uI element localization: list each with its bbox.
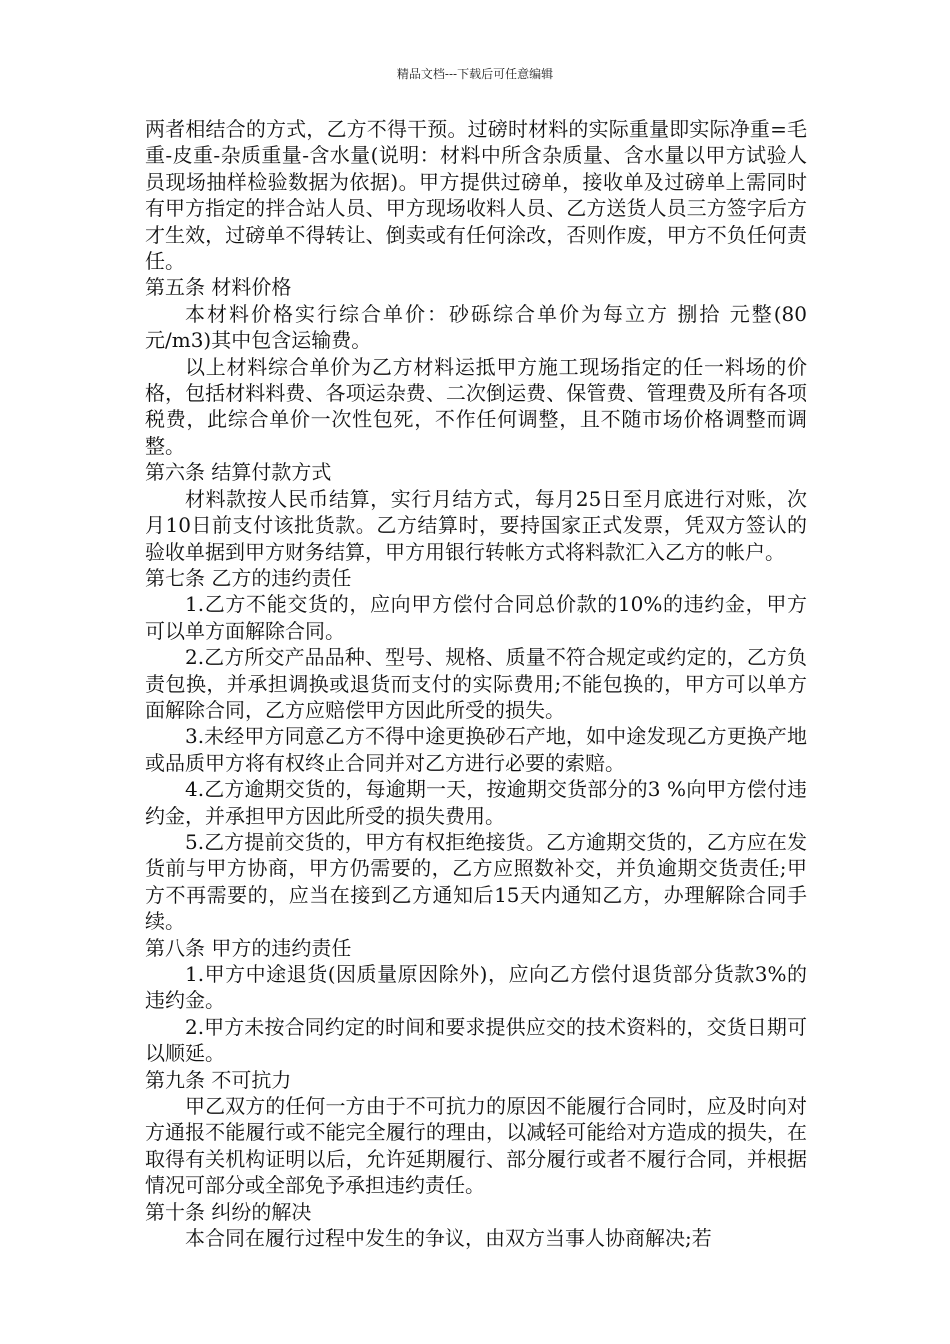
article-5-heading: 第五条 材料价格 xyxy=(145,275,292,300)
clause-item: 3.未经甲方同意乙方不得中途更换砂石产地，如中途发现乙方更换产地或品质甲方将有权终止合同并对乙方进行必要的索赔。 xyxy=(145,724,807,775)
clause-item: 5.乙方提前交货的，甲方有权拒绝接货。乙方逾期交货的，乙方应在发货前与甲方协商，甲方仍需要的，乙方应照数补交，并负逾期交货责任;甲方不再需要的，应当在接到乙方通知后15天内通知乙方，办理解除合同手续。 xyxy=(145,829,807,934)
clause-item: 2.甲方未按合同约定的时间和要求提供应交的技术资料的，交货日期可以顺延。 xyxy=(145,1014,807,1066)
paragraph: 甲乙双方的任何一方由于不可抗力的原因不能履行合同时，应及时向对方通报不能履行或不能完全履行的理由，以减轻可能给对方造成的损失，在取得有关机构证明以后，允许延期履行、部分履行或者不履行合同，并根据情况可部分或全部免予承担违约责任。 xyxy=(145,1094,807,1198)
paragraph: 以上材料综合单价为乙方材料运抵甲方施工现场指定的任一料场的价格，包括材料料费、各项运杂费、二次倒运费、保管费、管理费及所有各项税费，此综合单价一次性包死，不作任何调整，且不随市场价格调整而调整。 xyxy=(145,354,807,458)
paragraph: 材料款按人民币结算，实行月结方式，每月25日至月底进行对账，次月10日前支付该批货款。乙方结算时，要持国家正式发票，凭双方签认的验收单据到甲方财务结算，甲方用银行转帐方式将料款汇入乙方的帐户。 xyxy=(145,486,807,564)
page-header: 精品文档---下载后可任意编辑 xyxy=(396,67,554,81)
paragraph-continuation: 两者相结合的方式，乙方不得干预。过磅时材料的实际重量即实际净重=毛重-皮重-杂质重量-含水量(说明：材料中所含杂质量、含水量以甲方试验人员现场抽样检验数据为依据)。甲方提供过磅单，接收单及过磅单上需同时有甲方指定的拌合站人员、甲方现场收料人员、乙方送货人员三方签字后方才生效，过磅单不得转让、倒卖或有任何涂改，否则作废，甲方不负任何责任。 xyxy=(145,117,807,274)
document-body xyxy=(145,116,807,1251)
paragraph: 本合同在履行过程中发生的争议，由双方当事人协商解决;若 xyxy=(185,1226,712,1251)
article-6-heading: 第六条 结算付款方式 xyxy=(145,460,332,485)
clause-item: 1.甲方中途退货(因质量原因除外)，应向乙方偿付退货部分货款3%的违约金。 xyxy=(145,962,807,1013)
clause-item: 4.乙方逾期交货的，每逾期一天，按逾期交货部分的3 %向甲方偿付违约金，并承担甲方因此所受的损失费用。 xyxy=(145,777,807,828)
article-8-heading: 第八条 甲方的违约责任 xyxy=(145,935,352,960)
article-9-heading: 第九条 不可抗力 xyxy=(145,1067,292,1092)
clause-item: 1.乙方不能交货的，应向甲方偿付合同总价款的10%的违约金，甲方可以单方面解除合同。 xyxy=(145,592,807,643)
clause-item: 2.乙方所交产品品种、型号、规格、质量不符合规定或约定的，乙方负责包换，并承担调换或退货而支付的实际费用;不能包换的，甲方可以单方面解除合同，乙方应赔偿甲方因此所受的损失。 xyxy=(145,645,807,722)
paragraph: 本材料价格实行综合单价：砂砾综合单价为每立方 捌拾 元整(80元/m3)其中包含运输费。 xyxy=(145,301,807,353)
article-7-heading: 第七条 乙方的违约责任 xyxy=(145,565,352,590)
article-10-heading: 第十条 纠纷的解决 xyxy=(145,1199,312,1224)
